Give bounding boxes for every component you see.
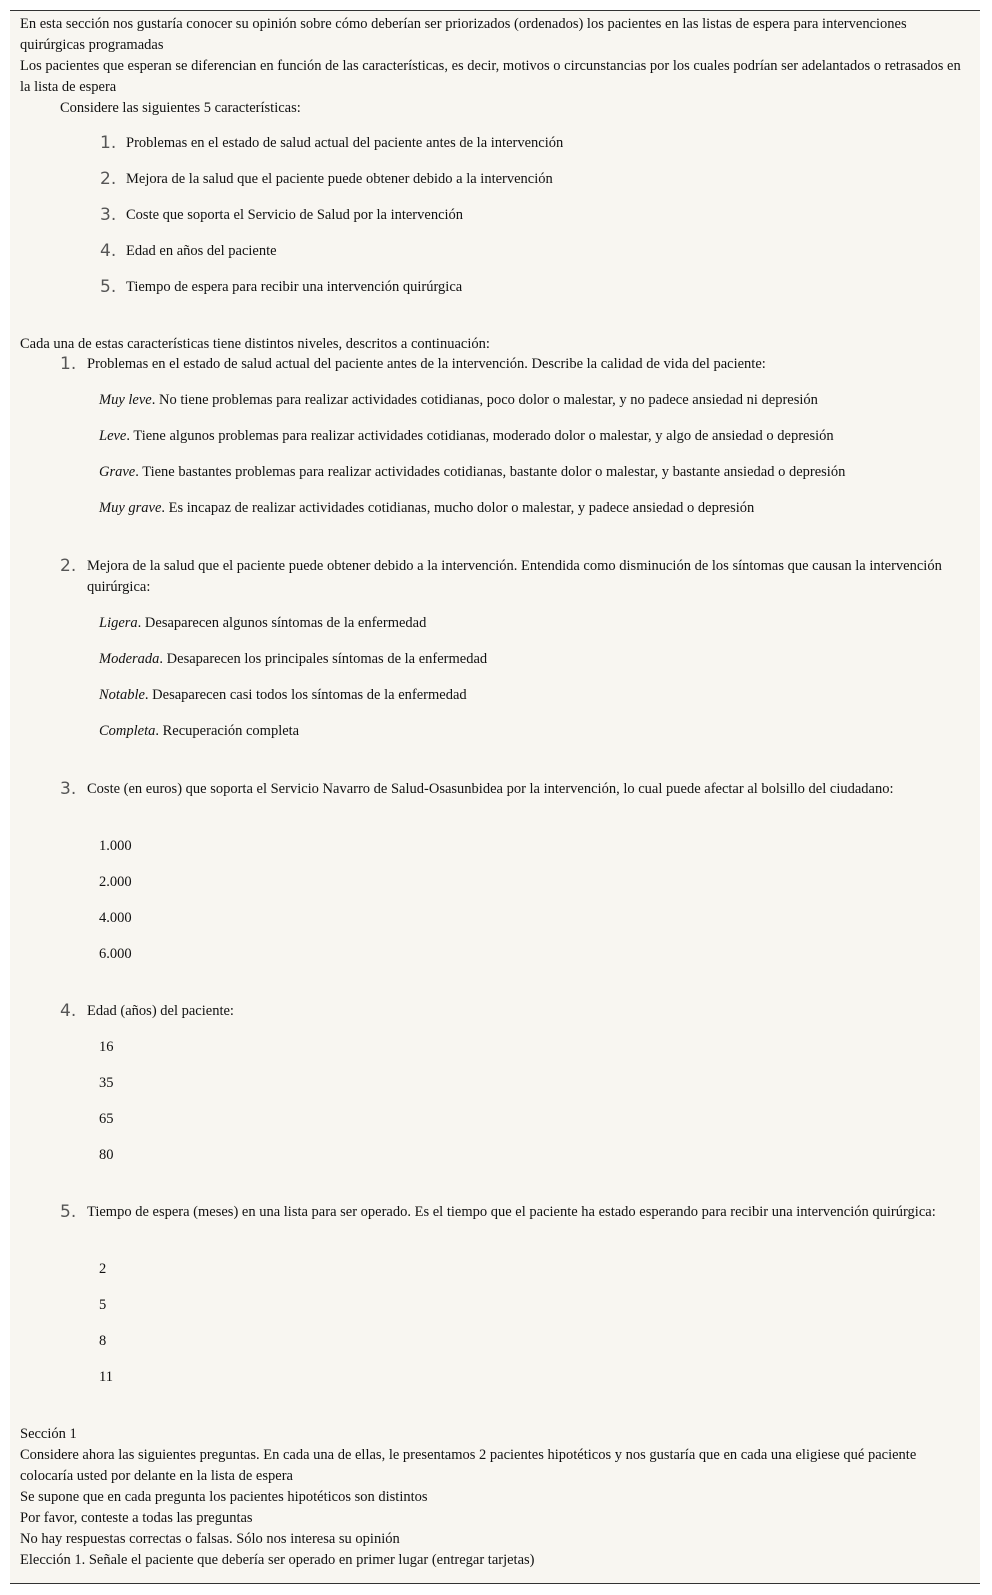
section-paragraph: Por favor, conteste a todas las preguntas <box>20 1510 253 1526</box>
level-heading: Coste (en euros) que soporta el Servicio Navarro de Salud-Osasunbidea por la intervención, lo cual puede afectar al bolsillo del ciudadano: <box>87 781 894 797</box>
survey-document <box>10 10 980 1584</box>
level-value: 2 <box>99 1261 107 1277</box>
level-value: 65 <box>99 1111 114 1127</box>
char-number: 2. <box>100 169 117 189</box>
level-term: Notable <box>99 687 145 703</box>
level-heading: Edad (años) del paciente: <box>87 1003 234 1019</box>
level-value: 6.000 <box>99 946 132 962</box>
level-term: Muy leve <box>99 392 152 408</box>
level-desc: . Tiene algunos problemas para realizar actividades cotidianas, moderado dolor o malestar, y algo de ansiedad o depresión <box>126 428 834 444</box>
level-number: 2. <box>60 556 77 576</box>
section-title: Sección 1 <box>20 1426 77 1442</box>
level-item <box>99 613 426 634</box>
level-value: 11 <box>99 1369 113 1385</box>
level-desc: . No tiene problemas para realizar actividades cotidianas, poco dolor o malestar, y no padece ansiedad ni depresión <box>151 392 818 408</box>
section-paragraph: No hay respuestas correctas o falsas. Sólo nos interesa su opinión <box>20 1531 400 1547</box>
section-paragraph: Considere ahora las siguientes preguntas. En cada una de ellas, le presentamos 2 pacientes hipotéticos y nos gustaría que en cada una eligiese qué paciente colocaría usted por delante en la lista de espera <box>20 1447 917 1484</box>
level-desc: . Tiene bastantes problemas para realizar actividades cotidianas, bastante dolor o malestar, y bastante ansiedad o depresión <box>135 464 846 480</box>
level-term: Moderada <box>99 651 160 667</box>
level-number: 1. <box>60 354 77 374</box>
level-item <box>99 685 467 706</box>
level-number: 5. <box>60 1202 77 1222</box>
level-term: Muy grave <box>99 500 162 516</box>
char-number: 3. <box>100 205 117 225</box>
section-paragraph: Elección 1. Señale el paciente que debería ser operado en primer lugar (entregar tarjetas) <box>20 1552 535 1568</box>
char-item-label: Tiempo de espera para recibir una intervención quirúrgica <box>126 279 463 295</box>
char-number: 4. <box>100 241 117 261</box>
section-paragraph: Se supone que en cada pregunta los pacientes hipotéticos son distintos <box>20 1489 428 1505</box>
level-value: 8 <box>99 1333 107 1349</box>
level-heading: Problemas en el estado de salud actual del paciente antes de la intervención. Describe la calidad de vida del paciente: <box>87 356 766 372</box>
char-number: 1. <box>100 133 117 153</box>
char-item-label: Coste que soporta el Servicio de Salud por la intervención <box>126 207 464 223</box>
char-item-label: Mejora de la salud que el paciente puede obtener debido a la intervención <box>126 171 553 187</box>
level-value: 1.000 <box>99 838 132 854</box>
char-item-label: Problemas en el estado de salud actual del paciente antes de la intervención <box>126 135 564 151</box>
level-term: Leve <box>99 428 127 444</box>
level-item <box>99 721 299 742</box>
level-value: 2.000 <box>99 874 132 890</box>
level-item <box>99 649 487 670</box>
level-desc: . Desaparecen algunos síntomas de la enfermedad <box>137 615 427 631</box>
level-desc: . Es incapaz de realizar actividades cotidianas, mucho dolor o malestar, y padece ansiedad o depresión <box>161 500 755 516</box>
level-value: 5 <box>99 1297 107 1313</box>
level-desc: . Desaparecen casi todos los síntomas de la enfermedad <box>144 687 467 703</box>
level-term: Completa <box>99 723 156 739</box>
level-number: 4. <box>60 1001 77 1021</box>
level-value: 80 <box>99 1147 114 1163</box>
level-desc: . Desaparecen los principales síntomas de la enfermedad <box>159 651 488 667</box>
char-item-label: Edad en años del paciente <box>126 243 277 259</box>
levels-intro: Cada una de estas características tiene distintos niveles, descritos a continuación: <box>20 336 490 352</box>
level-item <box>99 462 845 483</box>
level-term: Grave <box>99 464 136 480</box>
intro-paragraph-1: En esta sección nos gustaría conocer su opinión sobre cómo deberían ser priorizados (ordenados) los pacientes en las listas de espera para intervenciones quirúrgicas programadas <box>20 16 907 53</box>
level-heading: Tiempo de espera (meses) en una lista para ser operado. Es el tiempo que el paciente ha estado esperando para recibir una intervención quirúrgica: <box>87 1204 936 1220</box>
intro-consider: Considere las siguientes 5 características: <box>60 100 301 116</box>
level-value: 4.000 <box>99 910 132 926</box>
level-item <box>99 498 754 519</box>
level-value: 35 <box>99 1075 114 1091</box>
char-number: 5. <box>100 277 117 297</box>
level-heading: Mejora de la salud que el paciente puede obtener debido a la intervención. Entendida como disminución de los síntomas que causan la intervención quirúrgica: <box>87 558 942 595</box>
intro-paragraph-2: Los pacientes que esperan se diferencian en función de las características, es decir, motivos o circunstancias por los cuales podrían ser adelantados o retrasados en la lista de espera <box>20 58 961 95</box>
level-item <box>99 390 818 411</box>
level-value: 16 <box>99 1039 114 1055</box>
level-term: Ligera <box>99 615 138 631</box>
level-desc: . Recuperación completa <box>155 723 300 739</box>
level-number: 3. <box>60 779 77 799</box>
level-item <box>99 426 834 447</box>
